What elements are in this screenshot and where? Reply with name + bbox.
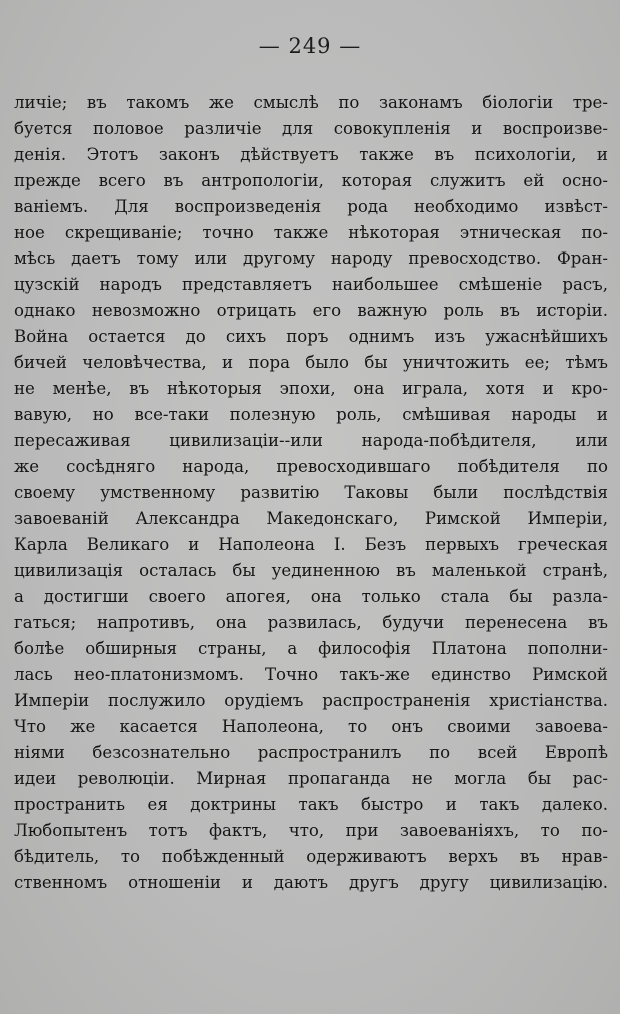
text-line: Имперiи послужило орудiемъ распространенiя христiанства.	[14, 691, 608, 710]
text-line: завоеванiй Александра Македонскаго, Римской Имперiи,	[14, 509, 608, 528]
text-line: цузскiй народъ представляетъ наибольшее смѣшенie расъ,	[14, 275, 608, 294]
text-line: Карла Великаго и Наполеона I. Безъ первыхъ греческая	[14, 535, 608, 554]
text-line: личie; въ такомъ же смыслѣ по законамъ бiологiи тре-	[14, 93, 608, 112]
text-line: нiями безсознательно распространилъ по всей Европѣ	[14, 743, 608, 762]
text-line: же сосѣдняго народа, превосходившаго побѣдителя по	[14, 457, 608, 476]
text-line: буется половое различie для совокупленiя и воспроизве-	[14, 119, 608, 138]
text-line: денiя. Этотъ законъ дѣйствуетъ также въ психологiи, и	[14, 145, 608, 164]
text-line: пространить ея доктрины такъ быстро и такъ далеко.	[14, 795, 608, 814]
text-line: прежде всего въ антропологiи, которая служитъ ей осно-	[14, 171, 608, 190]
page-number: — 249 —	[258, 34, 362, 58]
text-line: своему умственному развитiю Таковы были послѣдствiя	[14, 483, 608, 502]
text-line: бичей человѣчества, и пора было бы уничтожить ее; тѣмъ	[14, 353, 608, 372]
text-line: гаться; напротивъ, она развилась, будучи перенесена въ	[14, 613, 608, 632]
text-line: пересаживая цивилизацiи--или народа-побѣдителя, или	[14, 431, 608, 450]
text-line: цивилизацiя осталась бы уединенною въ маленькой странѣ,	[14, 561, 608, 580]
text-line: идеи революцiи. Мирная пропаганда не могла бы рас-	[14, 769, 608, 788]
text-line: лась нео-платонизмомъ. Точно такъ-же единство Римской	[14, 665, 608, 684]
text-line: Что же касается Наполеона, то онъ своими завоева-	[14, 717, 608, 736]
text-line: болѣе обширныя страны, а философiя Платона пополни-	[14, 639, 608, 658]
text-line: бѣдитель, то побѣжденный одерживаютъ верхъ въ нрав-	[14, 847, 608, 866]
text-line: Война остается до сихъ поръ однимъ изъ ужаснѣйшихъ	[14, 327, 608, 346]
text-line: мѣсь даетъ тому или другому народу превосходство. Фран-	[14, 249, 608, 268]
text-line: вавую, но все-таки полезную роль, смѣшивая народы и	[14, 405, 608, 424]
text-line: ное скрещиванie; точно также нѣкоторая этническая по-	[14, 223, 608, 242]
text-line: не менѣе, въ нѣкоторыя эпохи, она играла, хотя и кро-	[14, 379, 608, 398]
text-line: однако невозможно отрицать его важную роль въ исторiи.	[14, 301, 608, 320]
body-text	[14, 90, 608, 896]
text-line: Любопытенъ тотъ фактъ, что, при завоеванiяхъ, то по-	[14, 821, 608, 840]
text-line: а достигши своего апогея, она только стала бы разла-	[14, 587, 608, 606]
text-line: ственномъ отношенiи и даютъ другъ другу цивилизацiю.	[14, 873, 608, 892]
text-line: ванiемъ. Для воспроизведенiя рода необходимо извѣст-	[14, 197, 608, 216]
